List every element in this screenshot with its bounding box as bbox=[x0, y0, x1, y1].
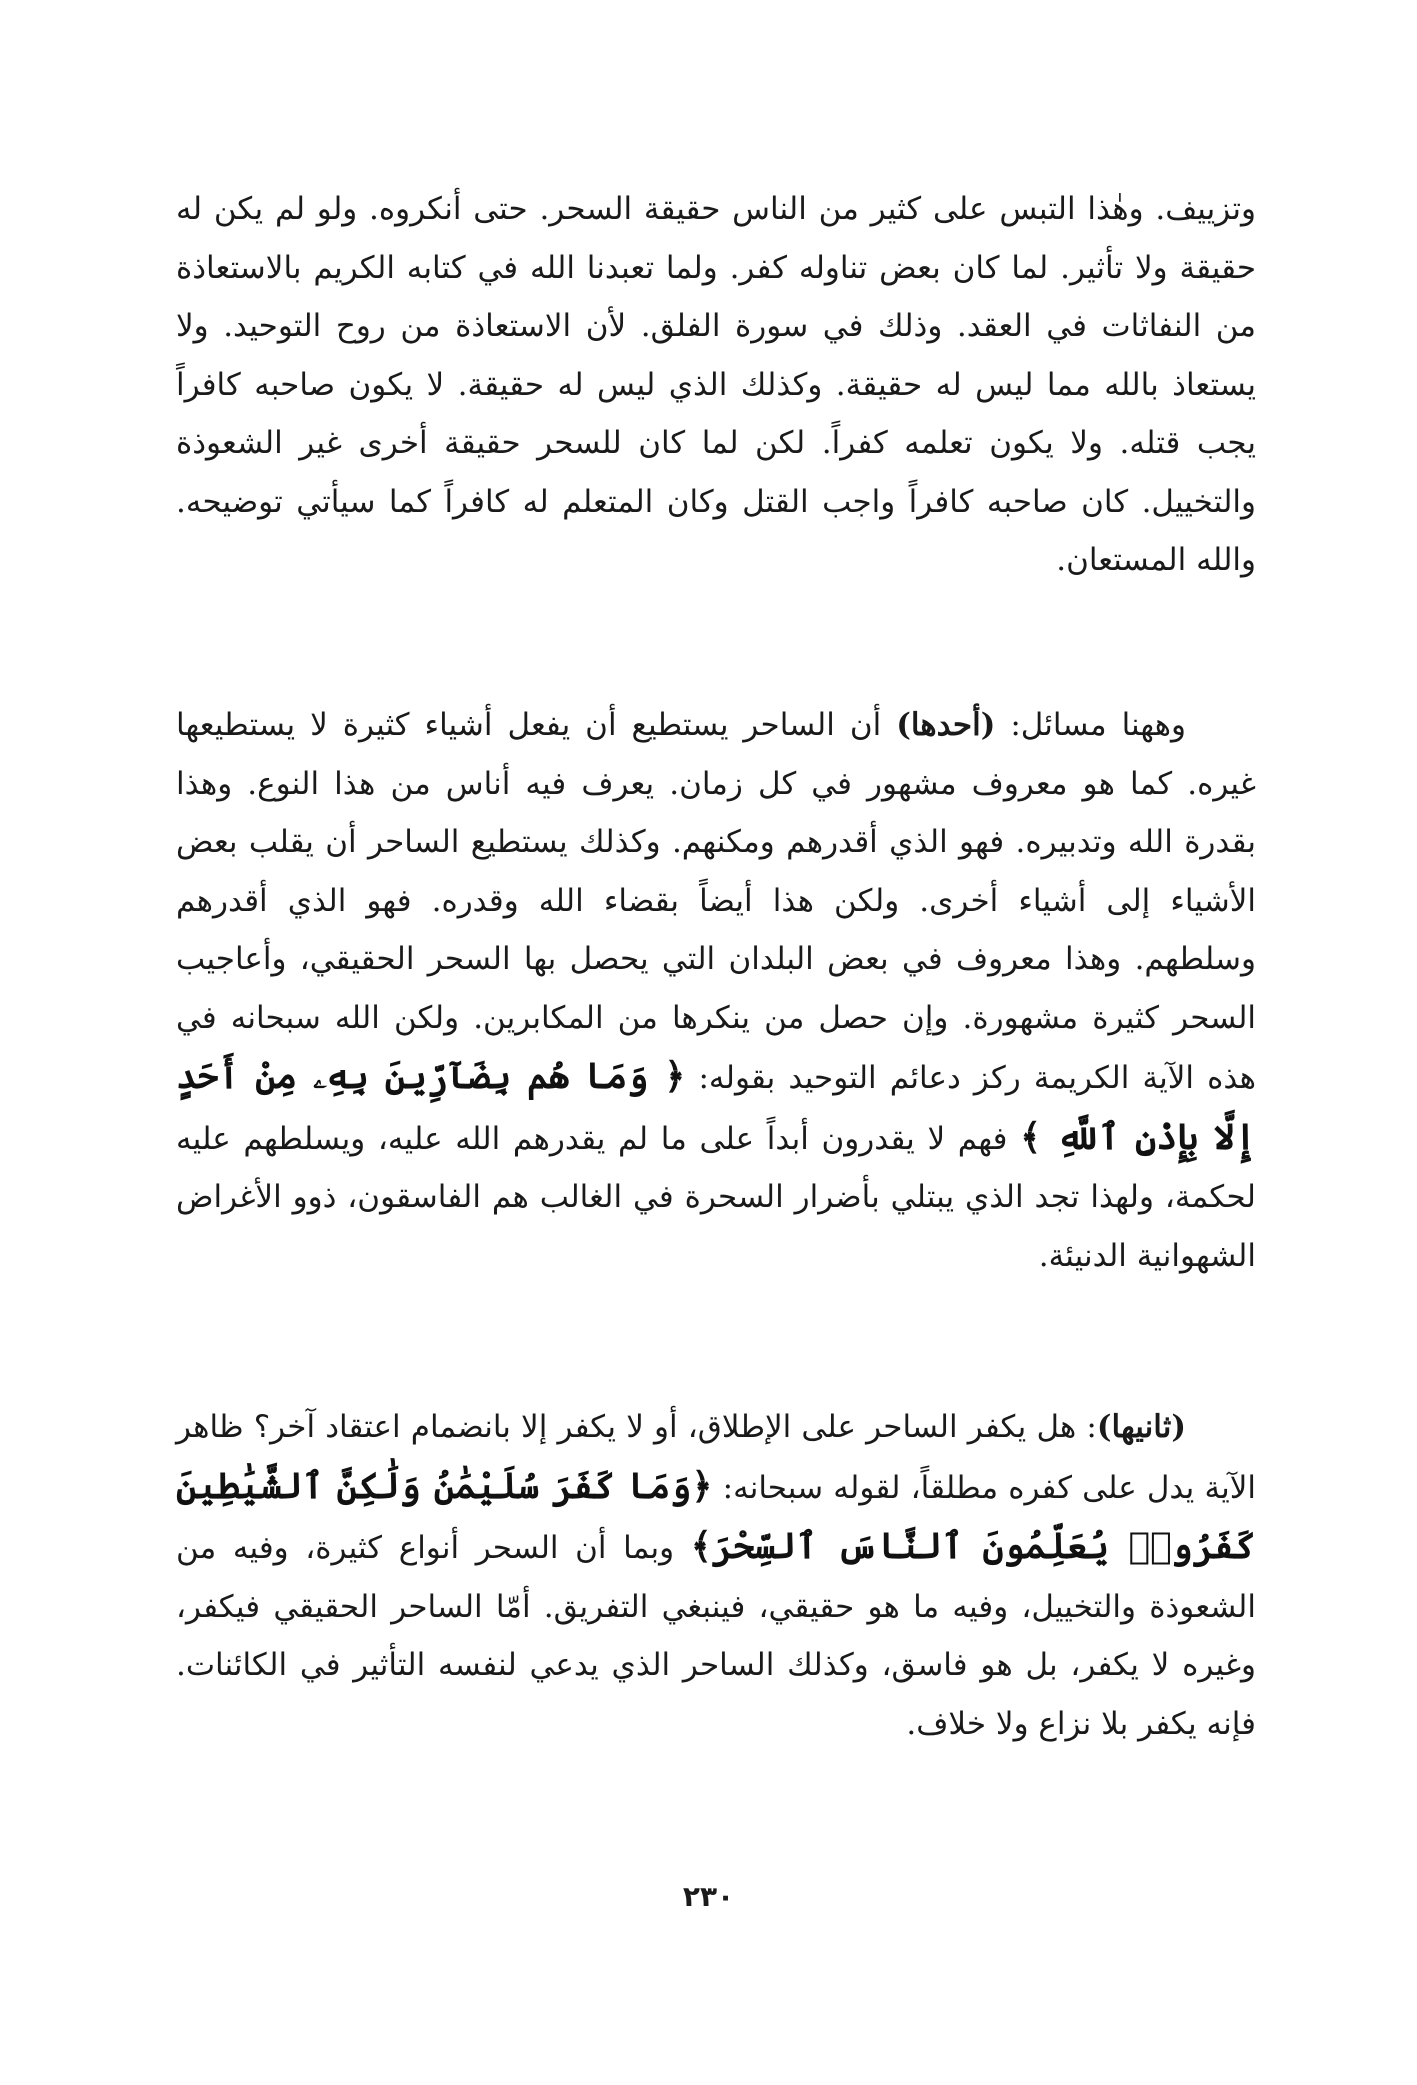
paragraph-2-text bbox=[176, 696, 1256, 1285]
paragraph-3-body-a: : هل يكفر الساحر على الإطلاق، أو لا يكفر إلا بانضمام اعتقاد آخر؟ ظاهر الآية يدل على كفره مطلقاً، لقوله سبحانه: bbox=[176, 1409, 1256, 1506]
paragraph-2-body-a: أن الساحر يستطيع أن يفعل أشياء كثيرة لا يستطيعها غيره. كما هو معروف مشهور في كل زمان. يعرف فيه أناس من هذا النوع. وهذا بقدرة الله وتدبيره. فهو الذي أقدرهم ومكنهم. وكذلك يستطيع الساحر أن يقلب بعض الأشياء إلى أشياء أخرى. ولكن هذا أيضاً بقضاء الله وقدره. فهو الذي أقدرهم وسلطهم. وهذا معروف في بعض البلدان التي يحصل بها السحر الحقيقي، وأعاجيب السحر كثيرة مشهورة. وإن حصل من ينكرها من المكابرين. ولكن الله سبحانه في هذه الآية الكريمة ركز دعائم التوحيد بقوله: bbox=[176, 707, 1256, 1096]
quran-verse-1: ﴿ وَمَا هُم بِضَآرِّينَ بِهِۦ مِنْ أَحَدٍ إِلَّا بِإِذْنِ ٱللَّهِ ﴾ bbox=[176, 1055, 1256, 1158]
paragraph-2-heading: (أحدها) bbox=[896, 707, 996, 743]
paragraph-1 bbox=[176, 180, 1256, 590]
paragraph-2-intro: وههنا مسائل: bbox=[995, 707, 1186, 743]
quran-verse-2: ﴿وَمَا كَفَرَ سُلَيْمَٰنُ وَلَٰكِنَّ ٱلشَّيَٰطِينَ كَفَرُوا۟ يُعَلِّمُونَ ٱلنَّاسَ ٱلسِّحْرَ﴾ bbox=[176, 1464, 1256, 1567]
paragraph-2 bbox=[176, 696, 1256, 1285]
paragraph-3-text bbox=[176, 1398, 1256, 1753]
paragraph-3 bbox=[176, 1398, 1256, 1753]
page-number: ٢٣٠ bbox=[682, 1880, 735, 1913]
paragraph-3-heading: (ثانيها) bbox=[1096, 1409, 1186, 1445]
paragraph-2-body-b: فهم لا يقدرون أبداً على ما لم يقدرهم الله عليه، ويسلطهم عليه لحكمة، ولهذا تجد الذي يبتلي بأضرار السحرة في الغالب هم الفاسقون، ذوو الأغراض الشهوانية الدنيئة. bbox=[176, 1120, 1256, 1274]
paragraph-1-text: وتزييف. وهٰذا التبس على كثير من الناس حقيقة السحر. حتى أنكروه. ولو لم يكن له حقيقة ولا تأثير. لما كان بعض تناوله كفر. ولما تعبدنا الله في كتابه الكريم بالاستعاذة من النفاثات في العقد. وذلك في سورة الفلق. لأن الاستعاذة من روح التوحيد. ولا يستعاذ بالله مما ليس له حقيقة. وكذلك الذي ليس له حقيقة. لا يكون صاحبه كافراً يجب قتله. ولا يكون تعلمه كفراً. لكن لما كان للسحر حقيقة أخرى غير الشعوذة والتخييل. كان صاحبه كافراً واجب القتل وكان المتعلم له كافراً كما سيأتي توضيحه. والله المستعان. bbox=[176, 191, 1256, 578]
paragraph-3-body-b: وبما أن السحر أنواع كثيرة، وفيه من الشعوذة والتخييل، وفيه ما هو حقيقي، فينبغي التفريق. أمّا الساحر الحقيقي فيكفر، وغيره لا يكفر، بل هو فاسق، وكذلك الساحر الذي يدعي لنفسه التأثير في الكائنات. فإنه يكفر بلا نزاع ولا خلاف. bbox=[176, 1530, 1256, 1742]
